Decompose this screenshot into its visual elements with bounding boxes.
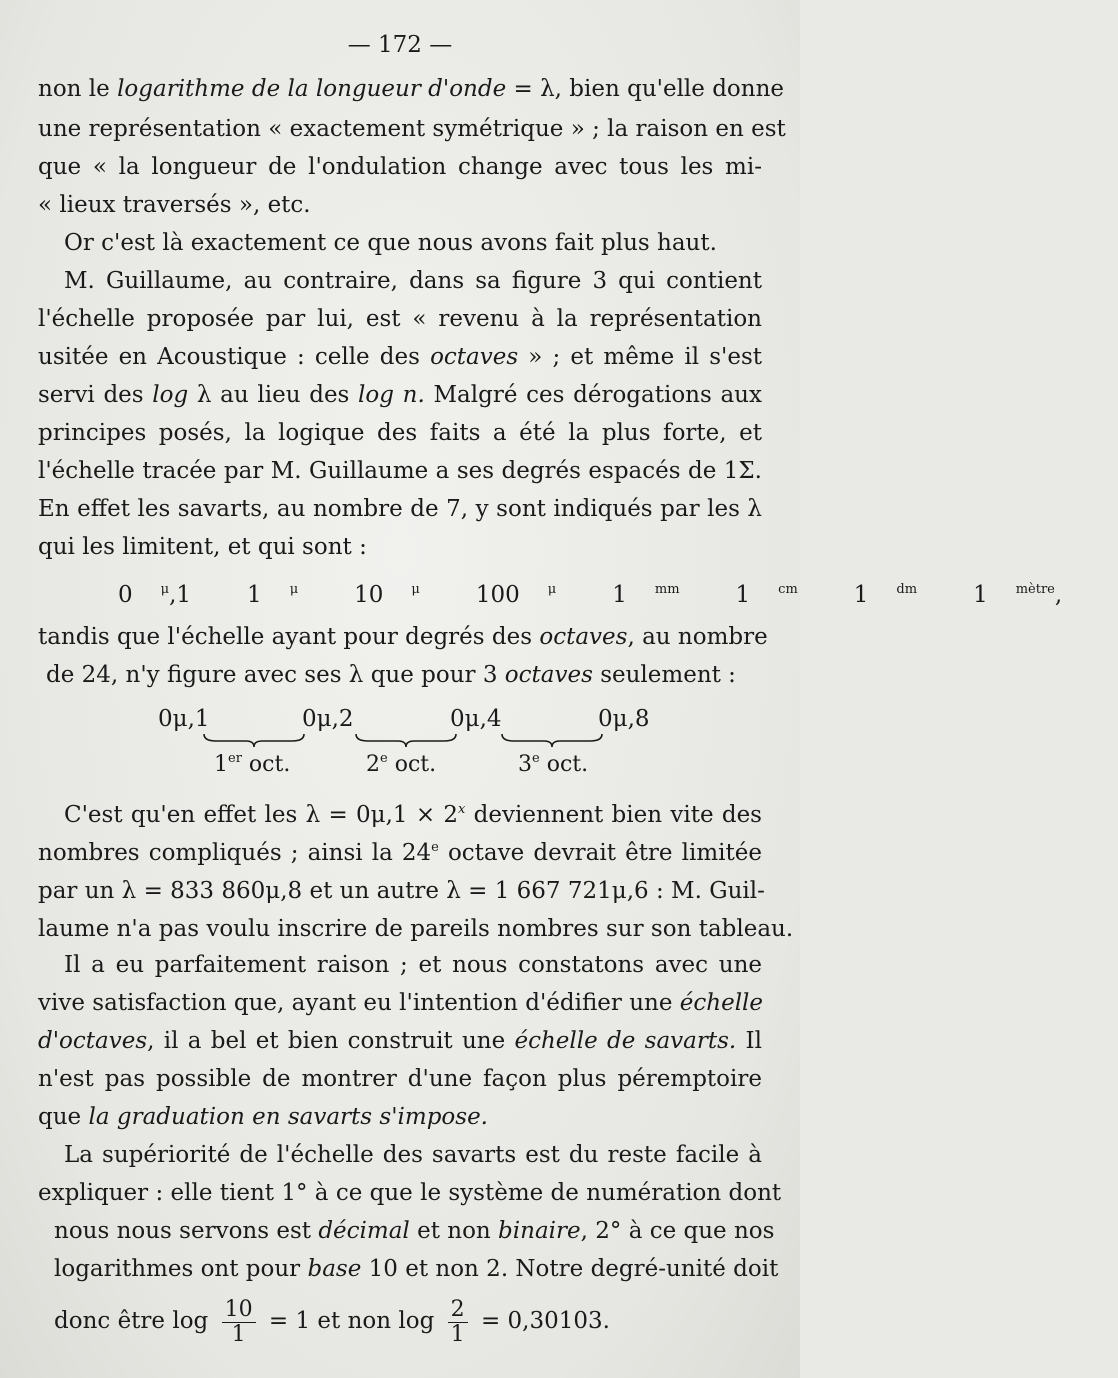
octave-label: 1er oct. (214, 751, 291, 777)
octave-value: 0μ,4 (450, 706, 502, 732)
unit-value: 1 $^{dm}$ (853, 582, 918, 608)
text-line: En effet les savarts, au nombre de 7, y sont indiqués par les λ (38, 496, 762, 522)
text-line: tandis que l'échelle ayant pour degrés des octaves, au nombre (38, 624, 768, 650)
text-line: une représentation « exactement symétrique » ; la raison en est (38, 116, 786, 142)
text-line: C'est qu'en effet les $\lambda = 0\mu,1 \times 2^x$ deviennent bien vite des (64, 802, 762, 828)
text-line: qui les limitent, et qui sont : (38, 534, 367, 560)
text-line: logarithmes ont pour base 10 et non 2. Notre degré-unité doit (54, 1256, 779, 1282)
octave-value: 0μ,1 (158, 706, 210, 732)
text-line: par un λ = 833 860μ,8 et un autre λ = 1 667 721μ,6 : M. Guil- (38, 878, 765, 904)
text-line: usitée en Acoustique : celle des octaves » ; et même il s'est (38, 344, 762, 370)
text-line: laume n'a pas voulu inscrire de pareils nombres sur son tableau. (38, 916, 794, 942)
octave-brace (354, 732, 458, 748)
text-line: nous nous servons est décimal et non binaire, 2° à ce que nos (54, 1218, 775, 1244)
text-line: « lieux traversés », etc. (38, 192, 311, 218)
unit-value: 100 $^\mu$ (475, 582, 557, 608)
text-line: M. Guillaume, au contraire, dans sa figure 3 qui contient (64, 268, 762, 294)
text-line: l'échelle proposée par lui, est « revenu à la représentation (38, 306, 762, 332)
savart-units-row (118, 580, 1063, 610)
octave-label: 2e oct. (366, 751, 437, 777)
octave-value: 0μ,2 (302, 706, 354, 732)
octave-label: 3e oct. (518, 751, 589, 777)
fraction: $\frac{10}{1}$ (222, 1298, 256, 1347)
octave-brace (202, 732, 306, 748)
unit-value: 1 $^\mu$ (247, 582, 299, 608)
text-line: nombres compliqués ; ainsi la 24e octave devrait être limitée (38, 840, 762, 866)
text-line: non le logarithme de la longueur d'onde = λ, bien qu'elle donne (38, 76, 785, 102)
text-line: que « la longueur de l'ondulation change avec tous les mi- (38, 154, 762, 180)
octave-value: 0μ,8 (598, 706, 650, 732)
text-line: de 24, n'y figure avec ses λ que pour 3 octaves seulement : (46, 662, 736, 688)
unit-value: 1 $^{mm}$ (612, 582, 680, 608)
unit-value: 10 $^\mu$ (354, 582, 420, 608)
text-line: expliquer : elle tient 1° à ce que le système de numération dont (38, 1180, 782, 1206)
text-line: Or c'est là exactement ce que nous avons fait plus haut. (64, 230, 717, 256)
page-number: — 172 — (347, 32, 453, 58)
octave-brace (500, 732, 604, 748)
text-line: Il a eu parfaitement raison ; et nous constatons avec une (64, 952, 762, 978)
text-line: d'octaves, il a bel et bien construit une échelle de savarts. Il (38, 1028, 762, 1054)
text-line: que la graduation en savarts s'impose. (38, 1104, 488, 1130)
formula-line: donc être log $\frac{10}{1}$ = 1 et non log $\frac{2}{1}$ = 0,30103. (54, 1296, 610, 1347)
text-line: principes posés, la logique des faits a été la plus forte, et (38, 420, 762, 446)
text-line: servi des log λ au lieu des log n. Malgré ces dérogations aux (38, 382, 762, 408)
unit-value: 1 $^{mètre}$, (973, 582, 1063, 608)
fraction: $\frac{2}{1}$ (448, 1298, 468, 1347)
unit-value: 0 $^\mu$,1 (118, 582, 192, 608)
text-line: La supériorité de l'échelle des savarts est du reste facile à (64, 1142, 762, 1168)
text-line: l'échelle tracée par M. Guillaume a ses degrés espacés de 1Σ. (38, 458, 762, 484)
text-line: n'est pas possible de montrer d'une façon plus péremptoire (38, 1066, 762, 1092)
text-line: vive satisfaction que, ayant eu l'intention d'édifier une échelle (38, 990, 764, 1016)
unit-value: 1 $^{cm}$ (735, 582, 798, 608)
